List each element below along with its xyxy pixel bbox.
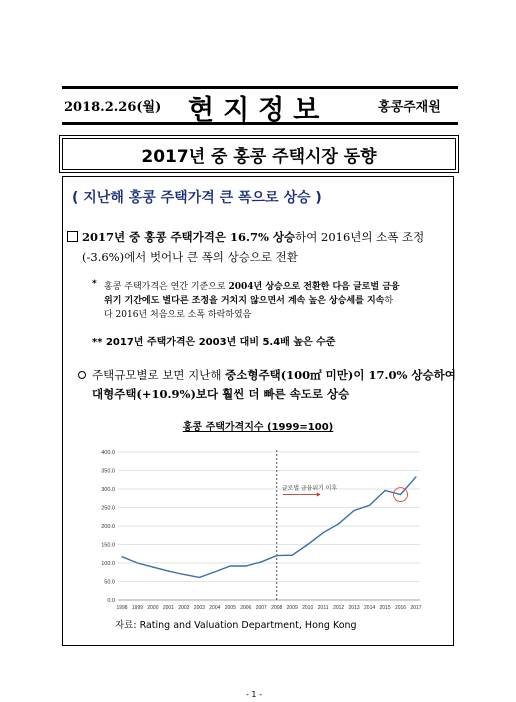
header-bottom-rule xyxy=(62,122,458,125)
para1-rest: 하여 2016년의 소폭 조정 xyxy=(295,230,425,244)
header-org: 홍콩주재원 xyxy=(378,100,441,115)
header-title: 현지정보 xyxy=(188,95,329,126)
x-tick-label: 1999 xyxy=(131,605,144,611)
para2-line1-plain: 주택규모별로 보면 지난해 xyxy=(92,368,226,382)
data-point xyxy=(183,574,184,575)
data-point xyxy=(369,505,370,506)
price-index-chart xyxy=(90,440,430,612)
note1-line1-plain: 홍콩 주택가격은 연간 기준으로 xyxy=(104,282,229,292)
data-point xyxy=(152,566,153,567)
para2-line1-bold: 중소형주택(100㎡ 미만)이 17.0% 상승하여 xyxy=(225,368,456,382)
x-tick-label: 2012 xyxy=(333,605,345,611)
x-tick-label: 2015 xyxy=(379,605,391,611)
para2-line2: 대형주택(+10.9%)보다 훨씬 더 빠른 속도로 상승 xyxy=(92,387,350,401)
x-tick-label: 2017 xyxy=(410,605,422,611)
data-point xyxy=(292,555,293,556)
header-date: 2018.2.26(월) xyxy=(64,100,162,115)
para1-bold: 2017년 중 홍콩 주택가격은 16.7% 상승 xyxy=(82,230,296,244)
data-point xyxy=(168,571,169,572)
x-tick-label: 2004 xyxy=(209,605,221,611)
data-point xyxy=(230,565,231,566)
data-point xyxy=(384,490,385,491)
data-point xyxy=(400,494,401,495)
x-tick-label: 2008 xyxy=(271,605,283,611)
y-tick-label: 250.0 xyxy=(101,505,115,512)
chart-title-text: 홍콩 주택가격지수 (1999=100) xyxy=(182,422,334,433)
note1-marker: * xyxy=(92,279,97,289)
annotation-arrow-head xyxy=(317,493,321,497)
x-tick-label: 2001 xyxy=(162,605,174,611)
y-tick-label: 300.0 xyxy=(101,487,115,493)
y-tick-label: 0.0 xyxy=(107,598,115,604)
y-tick-label: 100.0 xyxy=(101,561,115,567)
x-tick-label: 2007 xyxy=(255,605,267,611)
y-tick-label: 50.0 xyxy=(104,579,115,586)
data-point xyxy=(323,532,324,533)
data-point xyxy=(307,544,308,545)
x-tick-label: 2013 xyxy=(348,605,360,611)
x-tick-label: 2009 xyxy=(286,605,298,611)
annotation-label: 글로벌 금융위기 이후 xyxy=(281,486,338,492)
y-tick-label: 150.0 xyxy=(101,542,115,549)
note1-line2-plain: 하 xyxy=(384,296,394,306)
para2-line1 xyxy=(92,367,456,383)
circle-bullet-icon xyxy=(78,371,86,379)
square-bullet-icon xyxy=(67,231,78,242)
para1-line2: (-3.6%)에서 벗어나 큰 폭의 상승으로 전환 xyxy=(82,250,298,264)
y-tick-label: 400.0 xyxy=(101,450,115,456)
note2: ** 2017년 주택가격은 2003년 대비 5.4배 높은 수준 xyxy=(92,337,336,348)
note1-line1-bold: 2004년 상승으로 전환한 다음 글로벌 금융 xyxy=(228,282,400,292)
x-tick-label: 2003 xyxy=(193,605,205,611)
data-point xyxy=(245,565,246,566)
price-index-series-line xyxy=(122,477,416,578)
x-tick-label: 2000 xyxy=(147,605,159,611)
x-tick-label: 2011 xyxy=(317,605,329,611)
data-point xyxy=(354,510,355,511)
x-tick-label: 2016 xyxy=(394,605,407,611)
para1-line1 xyxy=(82,229,424,245)
report-title: 2017년 중 홍콩 주택시장 동향 xyxy=(62,138,456,170)
data-point xyxy=(338,523,339,524)
section-heading: ( 지난해 홍콩 주택가격 큰 폭으로 상승 ) xyxy=(72,190,322,206)
x-tick-label: 2006 xyxy=(240,605,252,611)
note1-line2 xyxy=(104,293,393,306)
x-tick-label: 2002 xyxy=(178,605,190,611)
x-tick-label: 1998 xyxy=(116,605,128,611)
note1-line2-bold: 위기 기간에도 별다른 조정을 거치지 않으면서 계속 높은 상승세를 지속 xyxy=(104,296,385,306)
x-tick-label: 2005 xyxy=(224,605,236,611)
data-point xyxy=(276,555,277,556)
x-tick-label: 2014 xyxy=(364,605,376,611)
data-point xyxy=(121,556,122,557)
page-number: - 1 - xyxy=(246,690,262,699)
y-tick-label: 200.0 xyxy=(101,524,115,530)
chart-title xyxy=(0,418,516,433)
data-point xyxy=(214,571,215,572)
y-tick-label: 350.0 xyxy=(101,468,115,475)
data-point xyxy=(415,476,416,477)
note1-line3: 다 2016년 처음으로 소폭 하락하였음 xyxy=(104,310,252,320)
data-point xyxy=(199,577,200,578)
data-point xyxy=(261,561,262,562)
data-point xyxy=(137,562,138,563)
source-note: 자료: Rating and Valuation Department, Hong Kong xyxy=(115,620,357,631)
x-tick-label: 2010 xyxy=(302,605,314,611)
note1-line1 xyxy=(104,279,400,292)
